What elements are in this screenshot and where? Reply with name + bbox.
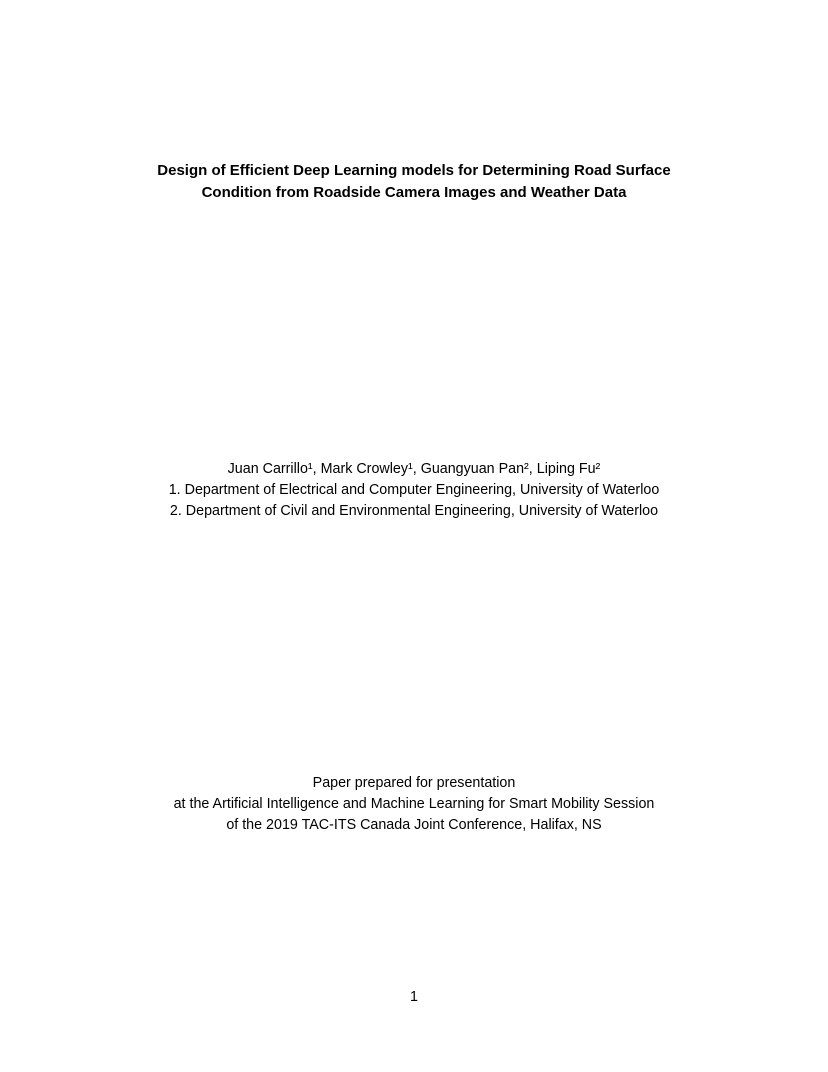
affiliation-1: 1. Department of Electrical and Computer Engineering, University of Waterloo xyxy=(168,482,660,498)
page-number: 1 xyxy=(410,989,418,1005)
affiliation-2: 2. Department of Civil and Environmental Engineering, University of Waterloo xyxy=(169,503,659,519)
paper-title xyxy=(0,160,828,204)
author-block xyxy=(0,459,828,522)
presentation-line-3: of the 2019 TAC-ITS Canada Joint Conference, Halifax, NS xyxy=(226,817,602,833)
title-line-1: Design of Efficient Deep Learning models for Determining Road Surface xyxy=(157,162,671,179)
presentation-note xyxy=(0,773,828,836)
presentation-line-2: at the Artificial Intelligence and Machine Learning for Smart Mobility Session xyxy=(173,796,655,812)
author-names: Juan Carrillo¹, Mark Crowley¹, Guangyuan Pan², Liping Fu² xyxy=(227,461,601,477)
presentation-line-1: Paper prepared for presentation xyxy=(312,775,516,791)
title-line-2: Condition from Roadside Camera Images and Weather Data xyxy=(201,184,627,201)
